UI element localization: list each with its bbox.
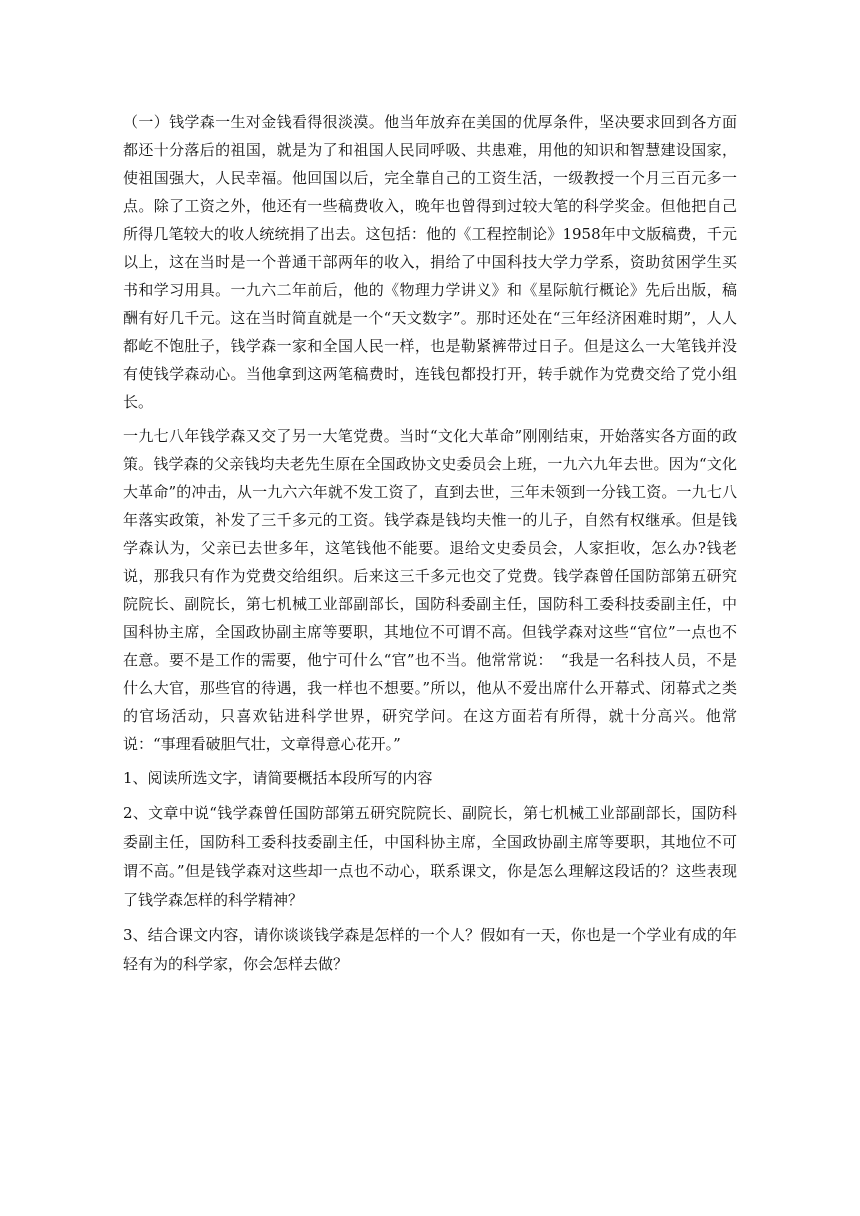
- passage-paragraph-2: 一九七八年钱学森又交了另一大笔党费。当时“文化大革命”刚刚结束，开始落实各方面的政策。钱学森的父亲钱均夫老先生原在全国政协文史委员会上班，一九六九年去世。因为“文化大革命”的冲击，从一九六六年就不发工资了，直到去世，三年未领到一分钱工资。一九七八年落实政策，补发了三千多元的工资。钱学森是钱均夫惟一的儿子，自然有权继承。但是钱学森认为，父亲已去世多年，这笔钱他不能要。退给文史委员会，人家拒收，怎么办?钱老说，那我只有作为党费交给组织。后来这三千多元也交了党费。钱学森曾任国防部第五研究院院长、副院长，第七机械工业部副部长，国防科委副主任，国防科工委科技委副主任，中国科协主席，全国政协副主席等要职，其地位不可谓不高。但钱学森对这些“官位”一点也不在意。要不是工作的需要，他宁可什么“官”也不当。他常常说： “我是一名科技人员，不是什么大官，那些官的待遇，我一样也不想要。”所以，他从不爱出席什么开幕式、闭幕式之类的官场活动，只喜欢钻进科学世界，研究学问。在这方面若有所得，就十分高兴。他常说：“事理看破胆气壮，文章得意心花开。”: [123, 427, 737, 753]
- document-body: [123, 108, 737, 985]
- question-1: 1、阅读所选文字，请简要概括本段所写的内容: [123, 769, 433, 787]
- question-3: 3、结合课文内容，请你谈谈钱学森是怎样的一个人？假如有一天，你也是一个学业有成的年轻有为的科学家，你会怎样去做？: [123, 926, 737, 973]
- question-2: 2、文章中说“钱学森曾任国防部第五研究院院长、副院长，第七机械工业部副部长，国防科委副主任，国防科工委科技委副主任，中国科协主席，全国政协副主席等要职，其地位不可谓不高。”但是钱学森对这些却一点也不动心，联系课文，你是怎么理解这段话的？这些表现了钱学森怎样的科学精神？: [123, 804, 737, 909]
- passage-paragraph-1: （一）钱学森一生对金钱看得很淡漠。他当年放弃在美国的优厚条件，坚决要求回到各方面都还十分落后的祖国，就是为了和祖国人民同呼吸、共患难，用他的知识和智慧建设国家，使祖国强大，人民幸福。他回国以后，完全靠自己的工资生活，一级教授一个月三百元多一点。除了工资之外，他还有一些稿费收入，晚年也曾得到过较大笔的科学奖金。但他把自己所得几笔较大的收人统统捐了出去。这包括：他的《工程控制论》1958年中文版稿费，千元以上，这在当时是一个普通干部两年的收入，捐给了中国科技大学力学系，资助贫困学生买书和学习用具。一九六二年前后，他的《物理力学讲义》和《星际航行概论》先后出版，稿酬有好几千元。这在当时简直就是一个“天文数字”。那时还处在“三年经济困难时期”，人人都屹不饱肚子，钱学森一家和全国人民一样，也是勒紧裤带过日子。但是这么一大笔钱并没有使钱学森动心。当他拿到这两笔稿费时，连钱包都投打开，转手就作为党费交给了党小组长。: [123, 113, 737, 411]
